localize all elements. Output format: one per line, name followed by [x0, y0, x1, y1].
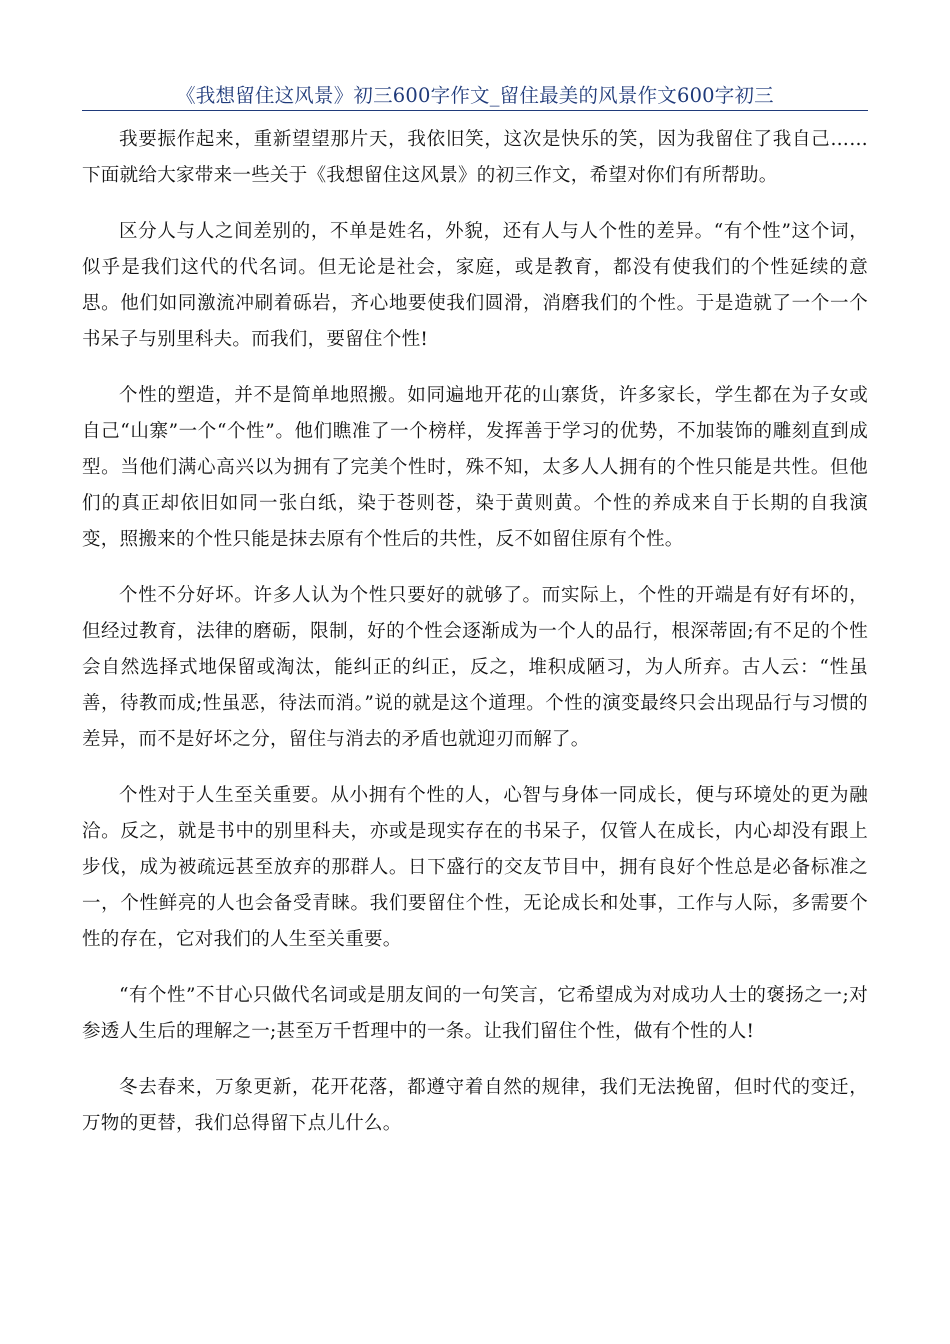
paragraph-7: 冬去春来，万象更新，花开花落，都遵守着自然的规律，我们无法挽留，但时代的变迁，万物的更替，我们总得留下点儿什么。	[82, 1077, 868, 1134]
document-body	[82, 122, 868, 1162]
title-divider	[82, 110, 868, 111]
paragraph-intro: 我要振作起来，重新望望那片天，我依旧笑，这次是快乐的笑，因为我留住了我自己……下面就给大家带来一些关于《我想留住这风景》的初三作文，希望对你们有所帮助。	[82, 129, 868, 186]
paragraph-5: 个性对于人生至关重要。从小拥有个性的人，心智与身体一同成长，便与环境处的更为融洽。反之，就是书中的别里科夫，亦或是现实存在的书呆子，仅管人在成长，内心却没有跟上步伐，成为被疏远甚至放弃的那群人。日下盛行的交友节目中，拥有良好个性总是必备标准之一，个性鲜亮的人也会备受青睐。我们要留住个性，无论成长和处事，工作与人际，多需要个性的存在，它对我们的人生至关重要。	[82, 785, 868, 950]
paragraph-3: 个性的塑造，并不是简单地照搬。如同遍地开花的山寨货，许多家长，学生都在为子女或自己“山寨”一个“个性”。他们瞧准了一个榜样，发挥善于学习的优势，不加装饰的雕刻直到成型。当他们满心高兴以为拥有了完美个性时，殊不知，太多人人拥有的个性只能是共性。但他们的真正却依旧如同一张白纸，染于苍则苍，染于黄则黄。个性的养成来自于长期的自我演变，照搬来的个性只能是抹去原有个性后的共性，反不如留住原有个性。	[82, 385, 868, 550]
paragraph-2: 区分人与人之间差别的，不单是姓名，外貌，还有人与人个性的差异。“有个性”这个词，似乎是我们这代的代名词。但无论是社会，家庭，或是教育，都没有使我们的个性延续的意思。他们如同激流冲刷着砾岩，齐心地要使我们圆滑，消磨我们的个性。于是造就了一个一个书呆子与别里科夫。而我们，要留住个性!	[82, 221, 868, 350]
document-title: 《我想留住这风景》初三600字作文_留住最美的风景作文600字初三	[176, 84, 774, 107]
paragraph-6: “有个性”不甘心只做代名词或是朋友间的一句笑言，它希望成为对成功人士的褒扬之一;对参透人生后的理解之一;甚至万千哲理中的一条。让我们留住个性，做有个性的人!	[82, 985, 868, 1042]
paragraph-4: 个性不分好坏。许多人认为个性只要好的就够了。而实际上，个性的开端是有好有坏的，但经过教育，法律的磨砺，限制，好的个性会逐渐成为一个人的品行，根深蒂固;有不足的个性会自然选择式地保留或淘汰，能纠正的纠正，反之，堆积成陋习，为人所弃。古人云：“性虽善，待教而成;性虽恶，待法而消。”说的就是这个道理。个性的演变最终只会出现品行与习惯的差异，而不是好坏之分，留住与消去的矛盾也就迎刃而解了。	[82, 585, 868, 750]
